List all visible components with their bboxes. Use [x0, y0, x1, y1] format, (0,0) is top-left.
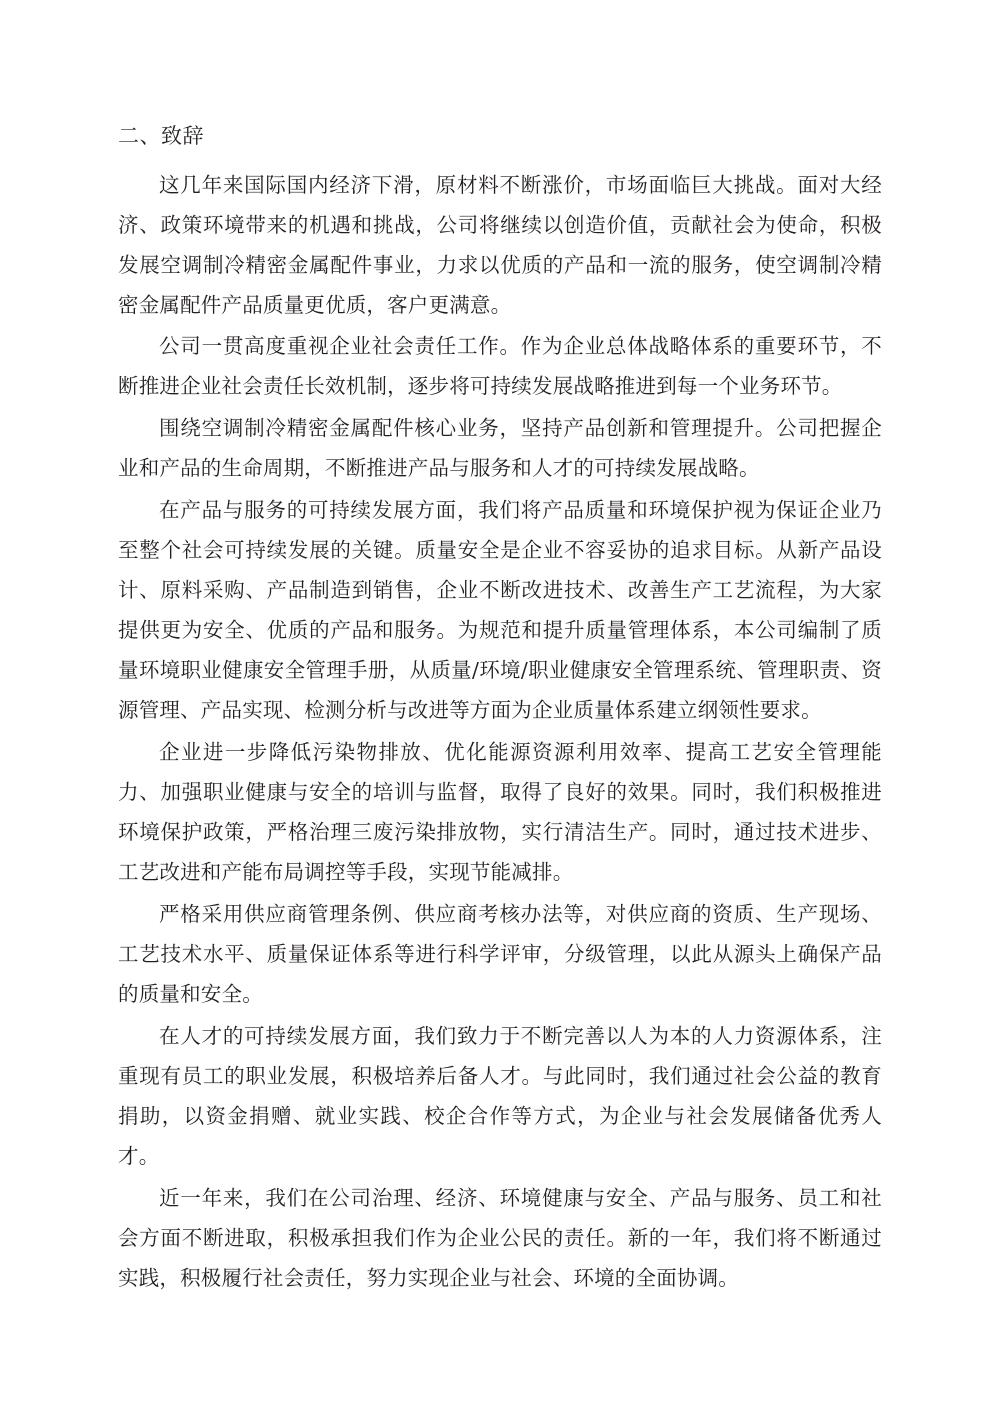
paragraph: 企业进一步降低污染物排放、优化能源资源利用效率、提高工艺安全管理能力、加强职业健康与安全的培训与监督，取得了良好的效果。同时，我们积极推进环境保护政策，严格治理三废污染排放物，实行清洁生产。同时，通过技术进步、工艺改进和产能布局调控等手段，实现节能减排。	[118, 740, 882, 885]
paragraph: 围绕空调制冷精密金属配件核心业务，坚持产品创新和管理提升。公司把握企业和产品的生命周期，不断推进产品与服务和人才的可持续发展战略。	[118, 416, 882, 481]
paragraph: 近一年来，我们在公司治理、经济、环境健康与安全、产品与服务、员工和社会方面不断进取，积极承担我们作为企业公民的责任。新的一年，我们将不断通过实践，积极履行社会责任，努力实现企业与社会、环境的全面协调。	[118, 1185, 882, 1290]
document-body	[118, 120, 882, 1299]
paragraph: 严格采用供应商管理条例、供应商考核办法等，对供应商的资质、生产现场、工艺技术水平、质量保证体系等进行科学评审，分级管理，以此从源头上确保产品的质量和安全。	[118, 902, 882, 1006]
paragraph: 公司一贯高度重视企业社会责任工作。作为企业总体战略体系的重要环节，不断推进企业社会责任长效机制，逐步将可持续发展战略推进到每一个业务环节。	[118, 334, 882, 399]
paragraph: 这几年来国际国内经济下滑，原材料不断涨价，市场面临巨大挑战。面对大经济、政策环境带来的机遇和挑战，公司将继续以创造价值，贡献社会为使命，积极发展空调制冷精密金属配件事业，力求以优质的产品和一流的服务，使空调制冷精密金属配件产品质量更优质，客户更满意。	[118, 172, 882, 317]
section-heading: 二、致辞	[118, 124, 204, 148]
paragraph: 在人才的可持续发展方面，我们致力于不断完善以人为本的人力资源体系，注重现有员工的职业发展，积极培养后备人才。与此同时，我们通过社会公益的教育捐助，以资金捐赠、就业实践、校企合作等方式，为企业与社会发展储备优秀人才。	[118, 1023, 882, 1168]
paragraph: 在产品与服务的可持续发展方面，我们将产品质量和环境保护视为保证企业乃至整个社会可持续发展的关键。质量安全是企业不容妥协的追求目标。从新产品设计、原料采购、产品制造到销售，企业不断改进技术、改善生产工艺流程，为大家提供更为安全、优质的产品和服务。为规范和提升质量管理体系，本公司编制了质量环境职业健康安全管理手册，从质量/环境/职业健康安全管理系统、管理职责、资源管理、产品实现、检测分析与改进等方面为企业质量体系建立纲领性要求。	[118, 498, 882, 723]
